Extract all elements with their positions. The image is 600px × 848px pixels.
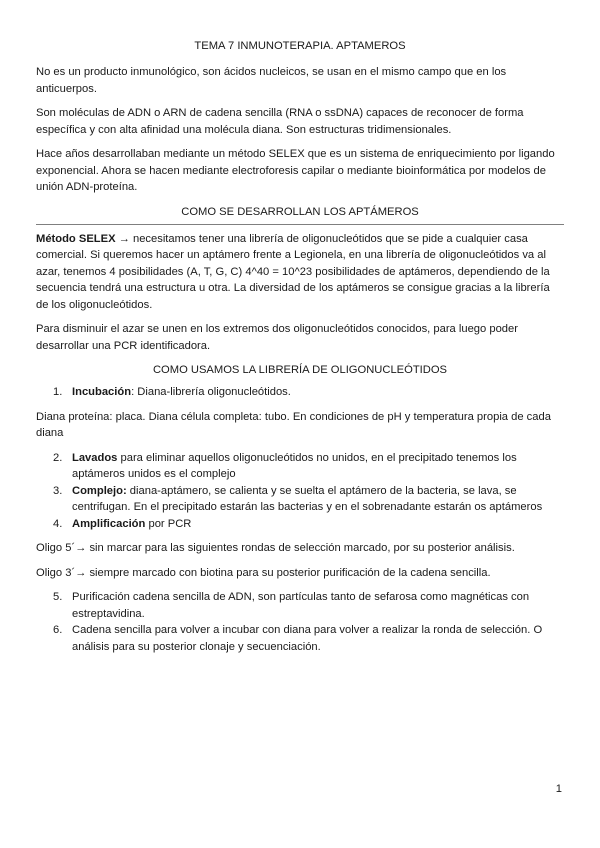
oligo5-note: Oligo 5´→ sin marcar para las siguientes rondas de selección marcado, por su posterior análisis.: [36, 542, 515, 554]
selex-paragraph: [36, 231, 564, 314]
steps-list-c: [36, 589, 564, 655]
page-title: TEMA 7 INMUNOTERAPIA. APTAMEROS: [194, 40, 406, 52]
oligo3-note: Oligo 3´→ siempre marcado con biotina para su posterior purificación de la cadena sencilla.: [36, 566, 491, 579]
list-item: 6. Cadena sencilla para volver a incubar con diana para volver a realizar la ronda de selección. O análisis para su posterior clonaje y secuenciación.: [53, 624, 543, 653]
page-number: 1: [555, 783, 562, 795]
list-item: 2. Lavados para eliminar aquellos oligonucleótidos no unidos, en el precipitado tenemos los aptámeros unidos es el complejo: [53, 451, 517, 480]
selex-label: Método SELEX: [36, 232, 116, 245]
section-divider: [36, 224, 564, 225]
steps-list-b: [36, 450, 564, 533]
diana-note: Diana proteína: placa. Diana célula completa: tubo. En condiciones de pH y temperatura propia de cada diana: [36, 410, 551, 439]
intro-paragraph-3: Hace años desarrollaban mediante un método SELEX que es un sistema de enriquecimiento por ligando exponencial. Ahora se hacen mediante electroforesis capilar o mediante bioinformática por modelos de unión ADN-proteína.: [36, 148, 555, 193]
list-item: 4. Amplificación por PCR: [53, 517, 192, 530]
list-item: 5. Purificación cadena sencilla de ADN, son partículas tanto de sefarosa como magnéticas con estreptavidina.: [53, 591, 530, 620]
intro-paragraph-1: No es un producto inmunológico, son ácidos nucleicos, se usan en el mismo campo que en los anticuerpos.: [36, 66, 507, 95]
pcr-paragraph: Para disminuir el azar se unen en los extremos dos oligonucleótidos conocidos, para luego poder desarrollar una PCR identificadora.: [36, 323, 518, 352]
list-item: 3. Complejo: diana-aptámero, se calienta y se suelta el aptámero de la bacteria, se lava, se centrifugan. En el precipitado estarán las bacterias y en el sobrenadante estarán os aptámeros: [53, 484, 543, 513]
document-page: [36, 38, 564, 655]
selex-text: → necesitamos tener una librería de oligonucleótidos que se pide a cualquier casa comercial. Si queremos hacer un aptámero frente a Legionela, en una librería de oligonucleótidos va al azar, tenemos 4 posibilidades (A, T, G, C) 4^40 = 10^23 posibilidades de aptámeros, dependiendo de la secuencia tendrá una estructura u otra. La diversidad de los aptámeros se consigue gracias a la librería de los oligonucleótidos.: [36, 232, 550, 311]
list-item: 1. Incubación: Diana-librería oligonucleótidos.: [53, 386, 291, 398]
section-heading-development: COMO SE DESARROLLAN LOS APTÁMEROS: [181, 205, 419, 218]
intro-paragraph-2: Son moléculas de ADN o ARN de cadena sencilla (RNA o ssDNA) capaces de reconocer de forma específica y con alta afinidad una molécula diana. Son estructuras tridimensionales.: [36, 107, 524, 136]
steps-list-a: [36, 384, 564, 401]
section-heading-library: COMO USAMOS LA LIBRERÍA DE OLIGONUCLEÓTIDOS: [152, 364, 448, 376]
